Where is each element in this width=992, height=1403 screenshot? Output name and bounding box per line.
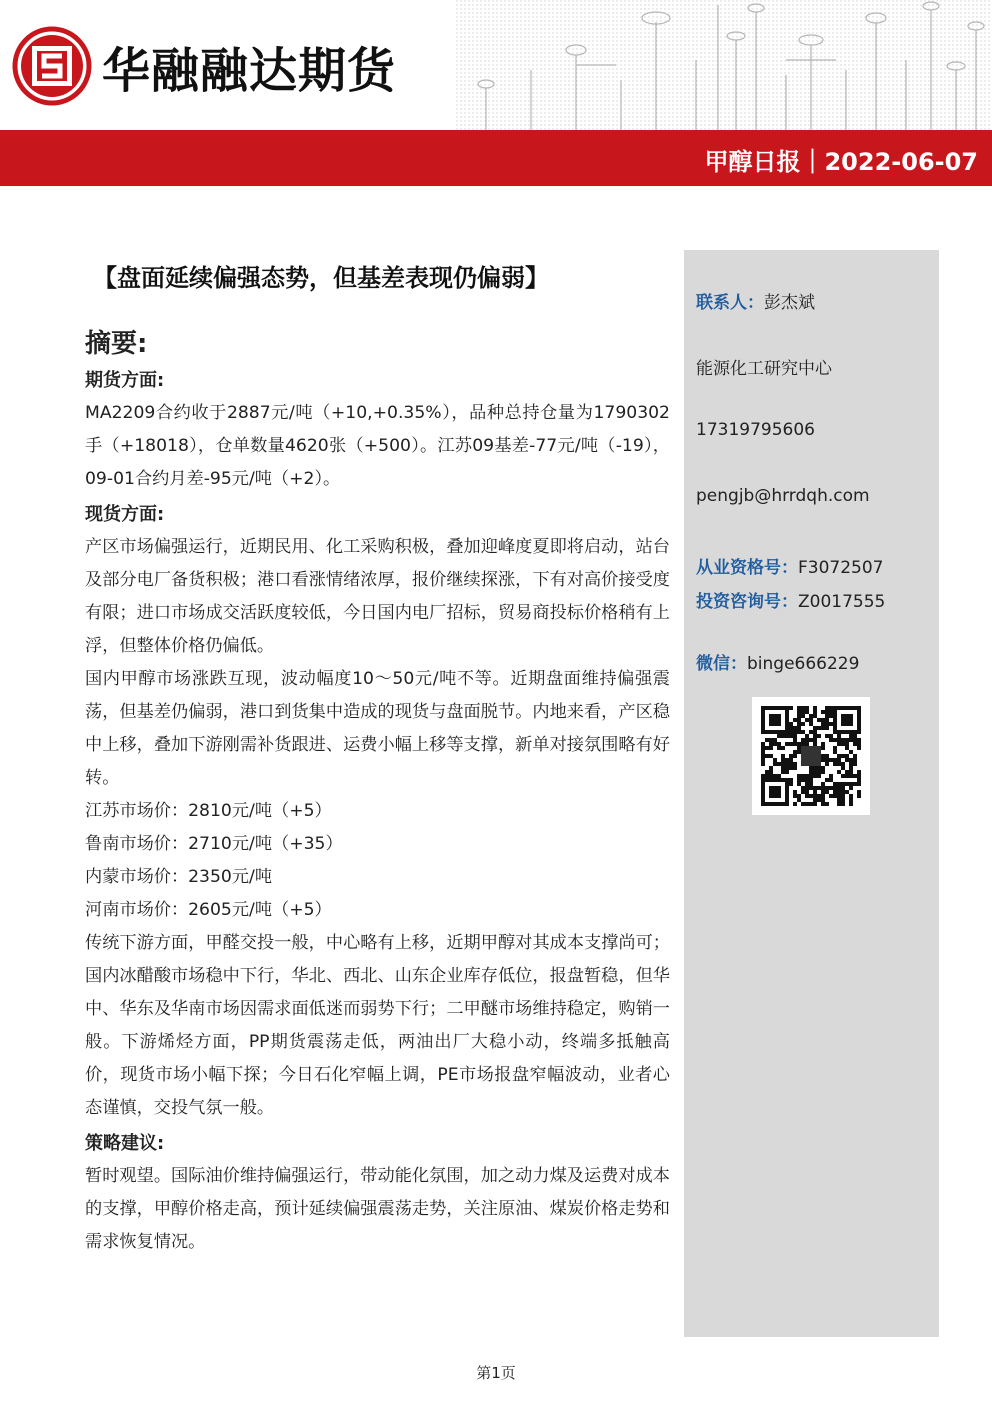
report-title: 甲醇日报｜2022-06-07 xyxy=(704,148,978,176)
contact-sidebar xyxy=(684,250,939,1337)
company-name: 华融融达期货 xyxy=(102,42,397,99)
qr-code-icon xyxy=(752,697,870,815)
strategy-text: 暂时观望。国际油价维持偏强运行，带动能化氛围，加之动力煤及运费对成本的支撑，甲醇价格走高，预计延续偏强震荡走势，关注原油、煤炭价格走势和需求恢复情况。 xyxy=(85,1166,670,1252)
price-neimeng: 内蒙市场价：2350元/吨 xyxy=(85,867,273,887)
wechat-row xyxy=(696,649,859,674)
headline: 【盘面延续偏强态势，但基差表现仍偏弱】 xyxy=(93,264,549,292)
summary-title: 摘要: xyxy=(85,329,148,359)
spot-paragraph-1: 产区市场偏强运行，近期民用、化工采购积极，叠加迎峰度夏即将启动，站台及部分电厂备货积极；港口看涨情绪浓厚，报价继续探涨，下有对高价接受度有限；进口市场成交活跃度较低，今日国内电厂招标，贸易商投标价格稍有上浮，但整体价格仍偏低。 xyxy=(85,537,670,656)
company-logo-icon xyxy=(12,26,92,106)
qualification-number: F3072507 xyxy=(798,558,884,578)
wechat-label: 微信： xyxy=(696,654,747,674)
contact-label: 联系人： xyxy=(696,293,764,313)
price-jiangsu: 江苏市场价：2810元/吨（+5） xyxy=(85,801,332,821)
email[interactable]: pengjb@hrrdqh.com xyxy=(696,486,870,506)
header-decoration xyxy=(456,0,992,130)
department: 能源化工研究中心 xyxy=(696,359,832,379)
spot-heading: 现货方面: xyxy=(85,504,165,525)
price-henan: 河南市场价：2605元/吨（+5） xyxy=(85,900,332,920)
company-logo xyxy=(12,26,396,106)
contact-row xyxy=(696,288,815,313)
main-content xyxy=(85,258,670,1259)
consult-label: 投资咨询号： xyxy=(696,592,798,612)
page-number: 第1页 xyxy=(476,1364,516,1382)
qualification-label: 从业资格号： xyxy=(696,558,798,578)
qualification-row xyxy=(696,553,884,578)
price-lunan: 鲁南市场价：2710元/吨（+35） xyxy=(85,834,343,854)
consult-row xyxy=(696,587,885,612)
wechat-qr-code xyxy=(752,697,870,815)
wechat-id: binge666229 xyxy=(747,654,860,674)
consult-number: Z0017555 xyxy=(798,592,886,612)
spot-paragraph-3: 传统下游方面，甲醛交投一般，中心略有上移，近期甲醇对其成本支撑尚可；国内冰醋酸市场稳中下行，华北、西北、山东企业库存低位，报盘暂稳，但华中、华东及华南市场因需求面低迷而弱势下行；二甲醚市场维持稳定，购销一般。下游烯烃方面，PP期货震荡走低，两油出厂大稳小动，终端多抵触高价，现货市场小幅下探；今日石化窄幅上调，PE市场报盘窄幅波动，业者心态谨慎，交投气氛一般。 xyxy=(85,933,670,1118)
futures-heading: 期货方面: xyxy=(85,370,165,391)
spot-paragraph-2: 国内甲醇市场涨跌互现，波动幅度10～50元/吨不等。近期盘面维持偏强震荡，但基差仍偏弱，港口到货集中造成的现货与盘面脱节。内地来看，产区稳中上移，叠加下游刚需补货跟进、运费小幅上移等支撑，新单对接氛围略有好转。 xyxy=(85,669,670,788)
futures-text: MA2209合约收于2887元/吨（+10,+0.35%），品种总持仓量为1790302手（+18018），仓单数量4620张（+500）。江苏09基差-77元/吨（-19），09-01合约月差-95元/吨（+2）。 xyxy=(85,403,670,489)
report-title-bar xyxy=(0,130,992,186)
strategy-heading: 策略建议: xyxy=(85,1133,165,1154)
phone: 17319795606 xyxy=(696,420,815,440)
contact-name: 彭杰斌 xyxy=(764,293,815,313)
